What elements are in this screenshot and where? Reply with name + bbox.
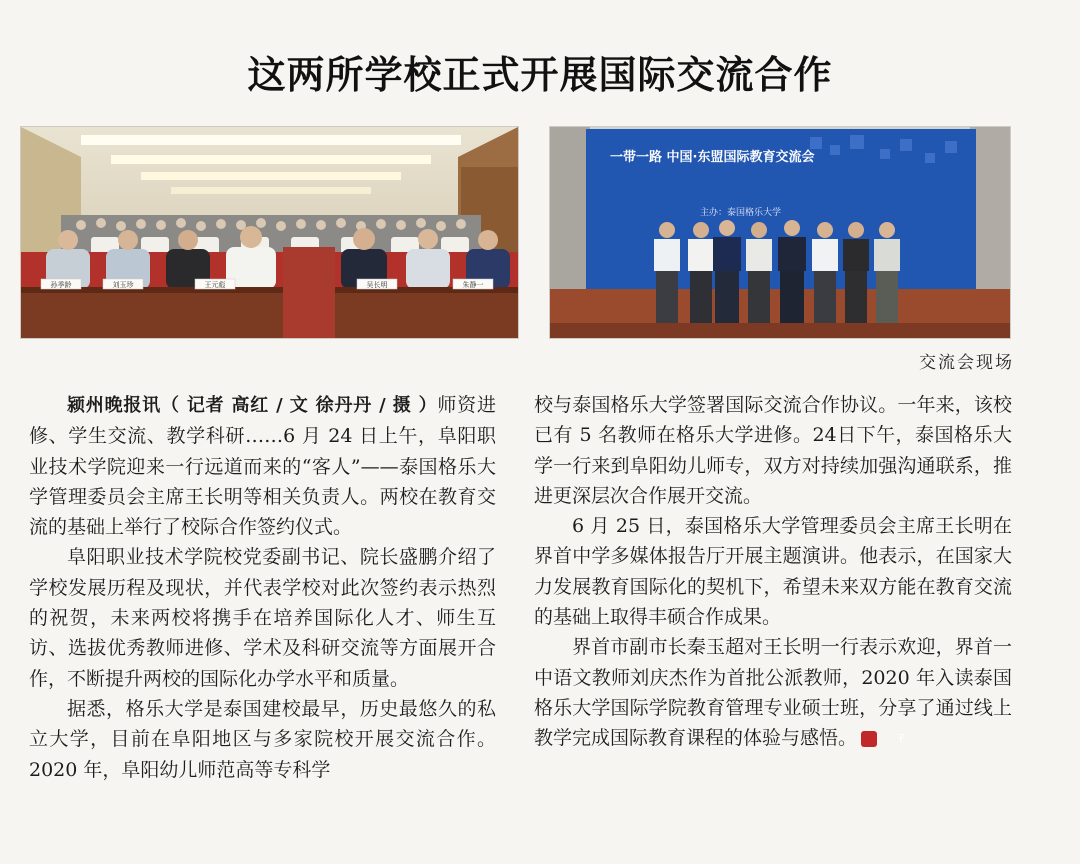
paragraph-5-text: 界首市副市长秦玉超对王长明一行表示欢迎，界首一中语文教师刘庆杰作为首批公派教师，2020 年入读泰国格乐大学国际学院教育管理专业硕士班，分享了通过线上教学完成国际教育课程的体验与感悟。 [534, 636, 1012, 750]
paragraph-3-end: 校与泰国格乐大学签署国际交流合作协议。一年来，该校已有 5 名教师在格乐大学进修。24日下午，泰国格乐大学一行来到阜阳幼儿师专，双方对持续加强沟通联系，推进更深层次合作展开交流。 [534, 394, 1012, 507]
end-mark-icon: F [861, 731, 877, 747]
paragraph-2: 阜阳职业技术学院校党委副书记、院长盛鹏介绍了学校发展历程及现状，并代表学校对此次签约表示热烈的祝贺，未来两校将携手在培养国际化人才、师生互访、选拔优秀教师进修、学术及科研交流等方面展开合作，不断提升两校的国际化办学水平和质量。 [29, 546, 496, 690]
banner-title: 一带一路 中国·东盟国际教育交流会 [610, 150, 815, 165]
article-column-right [534, 390, 1012, 754]
photo-caption: 交流会现场 [919, 353, 1014, 373]
nameplate-5: 朱静一 [462, 281, 484, 289]
banner-host: 主办：泰国格乐大学 [700, 208, 782, 218]
nameplate-1: 孙季龄 [50, 281, 72, 289]
nameplate-3: 王元彪 [204, 281, 226, 289]
paragraph-1-text: 师资进修、学生交流、教学科研……6 月 24 日上午，阜阳职业技术学院迎来一行远道而来的“客人”——泰国格乐大学管理委员会主席王长明等相关负责人。两校在教育交流的基础上举行了校际合作签约仪式。 [29, 394, 496, 539]
ceremony-audience-photo [20, 126, 519, 339]
stage-group-photo [549, 126, 1011, 339]
paragraph-4: 6 月 25 日，泰国格乐大学管理委员会主席王长明在界首中学多媒体报告厅开展主题演讲。他表示，在国家大力发展教育国际化的契机下，希望未来双方能在教育交流的基础上取得丰硕合作成果。 [534, 515, 1012, 629]
byline: 颍州晚报讯（ 记者 高红 / 文 徐丹丹 / 摄 ） [67, 395, 438, 416]
article-column-left [29, 390, 496, 785]
paragraph-3-start: 据悉，格乐大学是泰国建校最早，历史最悠久的私立大学，目前在阜阳地区与多家院校开展交流合作。2020 年，阜阳幼儿师范高等专科学 [29, 697, 496, 781]
nameplate-2: 刘玉珍 [112, 281, 134, 289]
nameplate-4: 吴长明 [366, 281, 388, 289]
paragraph-5 [534, 632, 1012, 753]
headline: 这两所学校正式开展国际交流合作 [247, 53, 833, 97]
paragraph-1 [29, 390, 496, 542]
